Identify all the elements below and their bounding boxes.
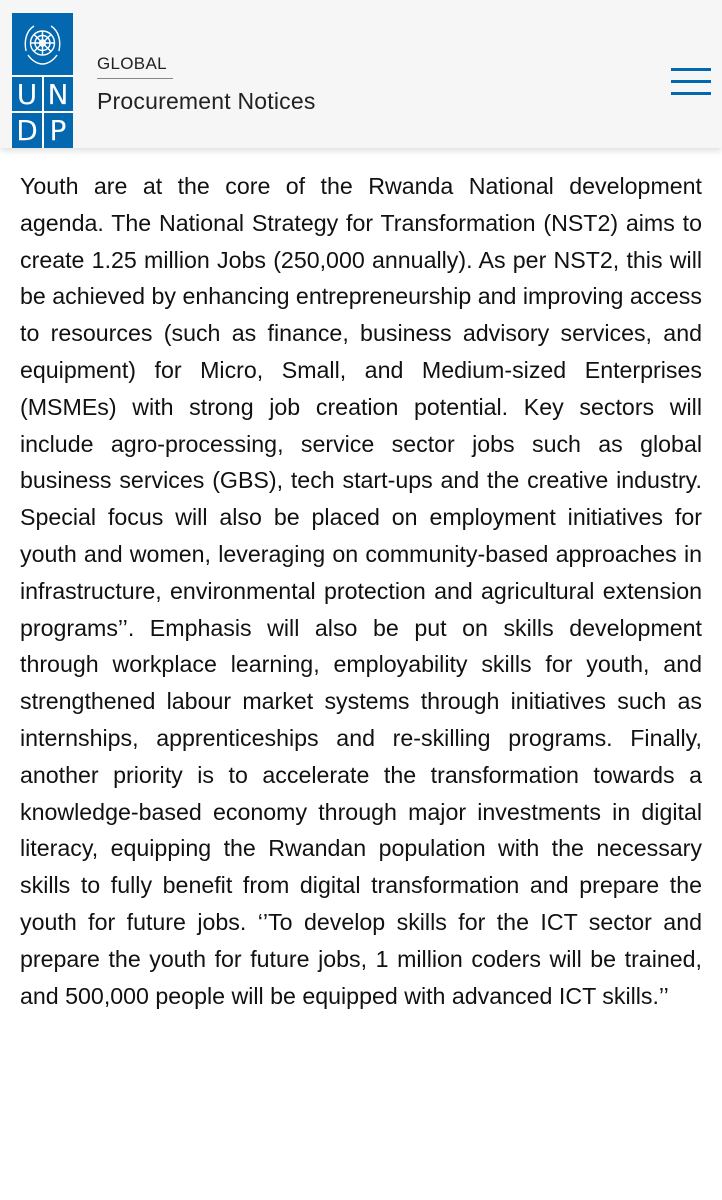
breadcrumb-underline <box>97 78 173 79</box>
hamburger-menu-icon[interactable] <box>671 68 711 98</box>
undp-logo[interactable] <box>12 13 73 148</box>
logo-letter-u: U <box>16 78 38 111</box>
breadcrumb-global[interactable]: GLOBAL <box>97 54 167 73</box>
logo-letter-d: D <box>16 114 38 147</box>
page-title: Procurement Notices <box>97 88 316 114</box>
un-emblem-icon <box>20 21 65 69</box>
site-header <box>0 0 722 148</box>
article-body: Youth are at the core of the Rwanda National development agenda. The National Strategy for Transformation (NST2) aims to create 1.25 million Jobs (250,000 annually). As per NST2, this will be achieved by enhancing entrepreneurship and improving access to resources (such as finance, business advisory services, and equipment) for Micro, Small, and Medium-sized Enterprises (MSMEs) with strong job creation potential. Key sectors will include agro-processing, service sector jobs such as global business services (GBS), tech start-ups and the creative industry. Special focus will also be placed on employment initiatives for youth and women, leveraging on community-based approaches in infrastructure, environmental protection and agricultural extension programs’’. Emphasis will also be put on skills development through workplace learning, employability skills for youth, and strengthened labour market systems through initiatives such as internships, apprenticeships and re-skilling programs. Finally, another priority is to accelerate the transformation towards a knowledge-based economy through major investments in digital literacy, equipping the Rwandan population with the necessary skills to fully benefit from digital transformation and prepare the youth for future jobs. ‘’To develop skills for the ICT sector and prepare the youth for future jobs, 1 million coders will be trained, and 500,000 people will be equipped with advanced ICT skills.’’ <box>20 173 702 1009</box>
logo-letter-p: P <box>49 114 67 147</box>
logo-letter-n: N <box>47 78 69 111</box>
